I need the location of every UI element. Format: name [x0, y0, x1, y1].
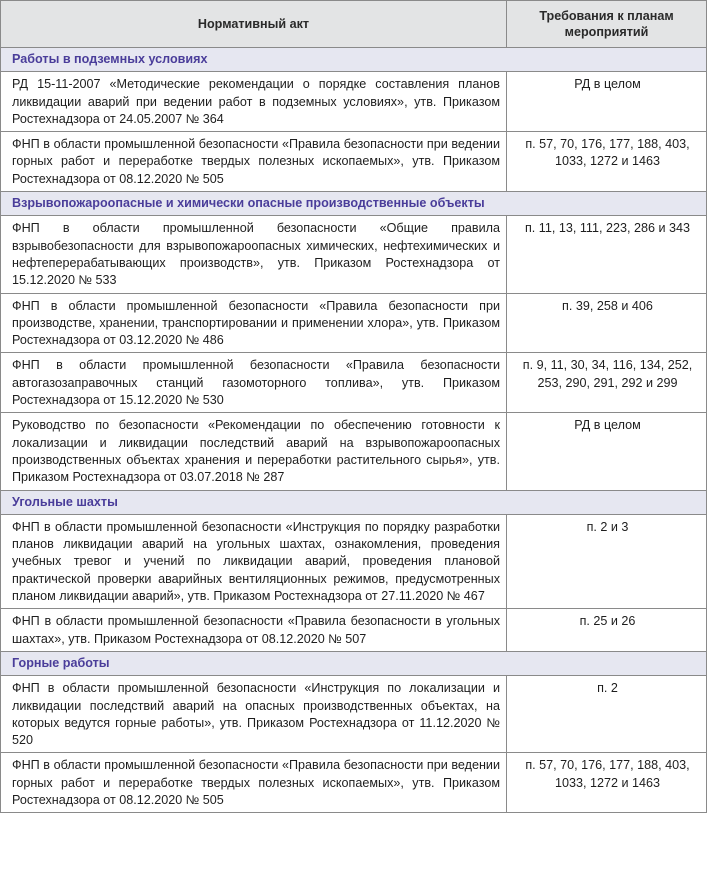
- section-title: Угольные шахты: [1, 490, 707, 514]
- requirements-cell: п. 25 и 26: [507, 609, 707, 652]
- section-title: Работы в подземных условиях: [1, 48, 707, 72]
- act-cell: ФНП в области промышленной безопасности «Инструкция по порядку разработки планов ликвидации аварий на угольных шахтах, ознакомления, проведения учебных тревог и учений по ликвидации аварий, проведения плановой практической проверки аварийных вентиляционных режимов, предусмотренных планом ликвидации аварий», утв. Приказом Ростехнадзора от 27.11.2020 № 467: [1, 514, 507, 608]
- section-title: Взрывопожароопасные и химически опасные производственные объекты: [1, 192, 707, 216]
- requirements-cell: РД в целом: [507, 413, 707, 490]
- requirements-cell: п. 9, 11, 30, 34, 116, 134, 252, 253, 290, 291, 292 и 299: [507, 353, 707, 413]
- header-requirements: Требования к планам мероприятий: [507, 1, 707, 48]
- section-title: Горные работы: [1, 651, 707, 675]
- act-cell: ФНП в области промышленной безопасности «Правила безопасности автогазозаправочных станций газомоторного топлива», утв. Приказом Ростехнадзора от 15.12.2020 № 530: [1, 353, 507, 413]
- section-row: [1, 48, 707, 72]
- act-cell: ФНП в области промышленной безопасности «Общие правила взрывобезопасности для взрывопожароопасных химических, нефтехимических и нефтеперерабатывающих производств», утв. Приказом Ростехнадзора от 15.12.2020 № 533: [1, 216, 507, 293]
- requirements-cell: п. 11, 13, 111, 223, 286 и 343: [507, 216, 707, 293]
- table-row: [1, 676, 707, 753]
- section-row: [1, 651, 707, 675]
- act-cell: ФНП в области промышленной безопасности «Правила безопасности при производстве, хранении, транспортировании и применении хлора», утв. Приказом Ростехнадзора от 03.12.2020 № 486: [1, 293, 507, 353]
- requirements-cell: п. 57, 70, 176, 177, 188, 403, 1033, 1272 и 1463: [507, 132, 707, 192]
- table-row: [1, 353, 707, 413]
- act-cell: ФНП в области промышленной безопасности «Правила безопасности при ведении горных работ и переработке твердых полезных ископаемых», утв. Приказом Ростехнадзора от 08.12.2020 № 505: [1, 132, 507, 192]
- requirements-cell: п. 2: [507, 676, 707, 753]
- requirements-cell: п. 2 и 3: [507, 514, 707, 608]
- table-row: [1, 753, 707, 813]
- requirements-cell: РД в целом: [507, 72, 707, 132]
- table-row: [1, 293, 707, 353]
- table-row: [1, 609, 707, 652]
- requirements-cell: п. 57, 70, 176, 177, 188, 403, 1033, 1272 и 1463: [507, 753, 707, 813]
- table-row: [1, 72, 707, 132]
- table-row: [1, 216, 707, 293]
- act-cell: РД 15-11-2007 «Методические рекомендации о порядке составления планов ликвидации аварий при ведении работ в подземных условиях», утв. Приказом Ростехнадзора от 24.05.2007 № 364: [1, 72, 507, 132]
- table-row: [1, 514, 707, 608]
- act-cell: ФНП в области промышленной безопасности «Правила безопасности в угольных шахтах», утв. Приказом Ростехнадзора от 08.12.2020 № 507: [1, 609, 507, 652]
- section-row: [1, 490, 707, 514]
- act-cell: ФНП в области промышленной безопасности «Правила безопасности при ведении горных работ и переработке твердых полезных ископаемых», утв. Приказом Ростехнадзора от 08.12.2020 № 505: [1, 753, 507, 813]
- requirements-cell: п. 39, 258 и 406: [507, 293, 707, 353]
- act-cell: ФНП в области промышленной безопасности «Инструкция по локализации и ликвидации последствий аварий на опасных производственных объектах, на которых ведутся горные работы», утв. Приказом Ростехнадзора от 11.12.2020 № 520: [1, 676, 507, 753]
- table-row: [1, 413, 707, 490]
- section-row: [1, 192, 707, 216]
- table-header-row: [1, 1, 707, 48]
- act-cell: Руководство по безопасности «Рекомендации по обеспечению готовности к локализации и ликвидации последствий аварий на взрывопожароопасных производственных объектах хранения и переработки растительного сырья», утв. Приказом Ростехнадзора от 03.07.2018 № 287: [1, 413, 507, 490]
- header-act: Нормативный акт: [1, 1, 507, 48]
- table-row: [1, 132, 707, 192]
